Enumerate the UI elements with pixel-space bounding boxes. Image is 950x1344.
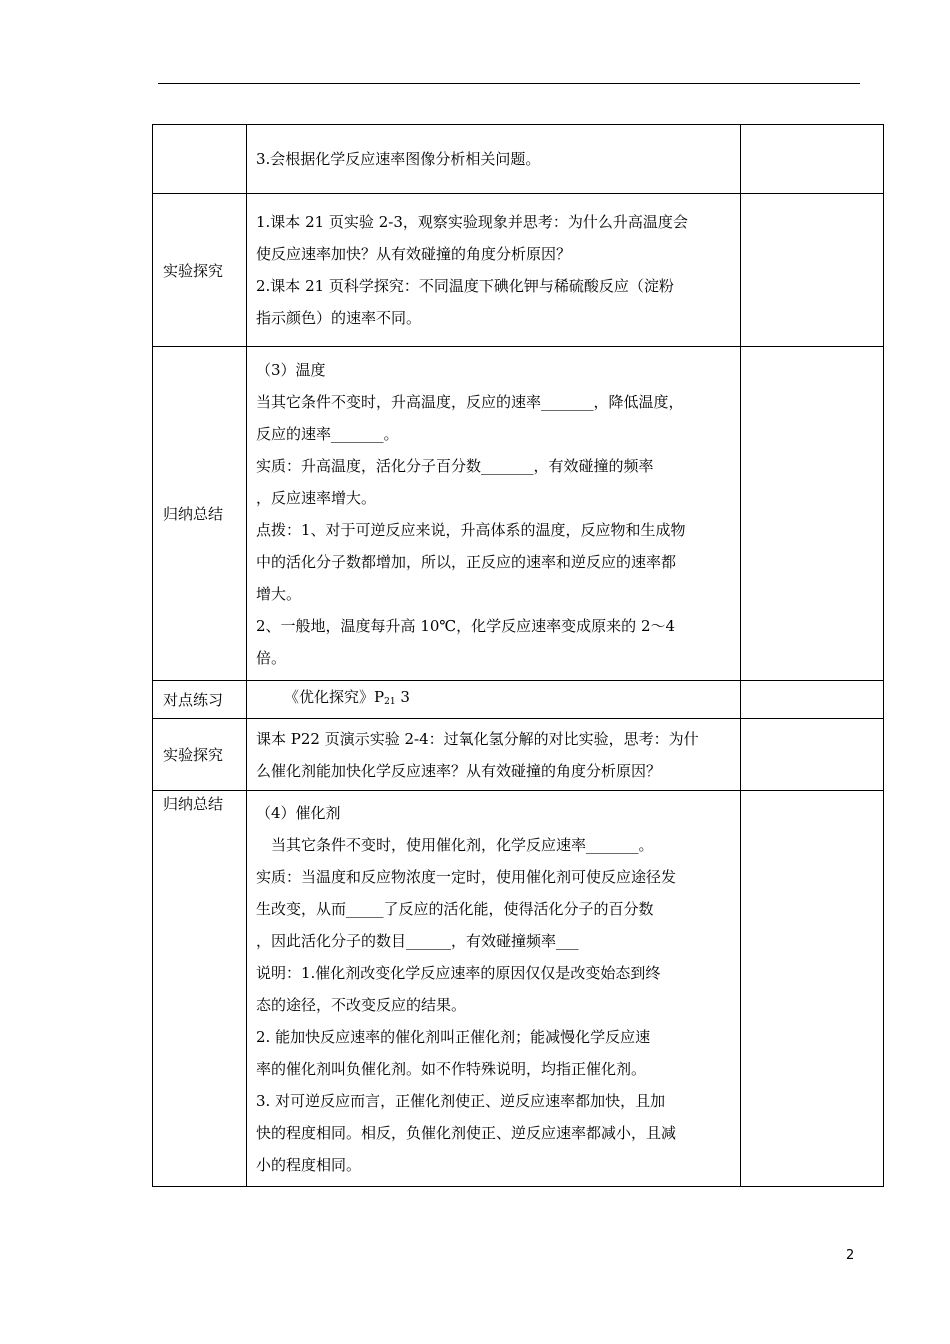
row-content: [247, 194, 741, 347]
content-line: 生改变，从而_____了反应的活化能，使得活化分子的百分数: [256, 899, 654, 918]
practice-number: 3: [400, 688, 410, 706]
row-content: [247, 347, 741, 681]
content-line: 实质：升高温度，活化分子百分数_______，有效碰撞的频率: [256, 456, 654, 475]
notes-cell: [741, 125, 884, 194]
content-line: 小的程度相同。: [256, 1155, 362, 1174]
content-line: 课本 P22 页演示实验 2-4：过氧化氢分解的对比实验，思考：为什: [256, 729, 699, 748]
content-line: 么催化剂能加快化学反应速率？从有效碰撞的角度分析原因？: [256, 761, 662, 780]
notes-cell: [741, 719, 884, 791]
content-line: 当其它条件不变时，使用催化剂，化学反应速率_______。: [256, 835, 654, 854]
content-line: 2.课本 21 页科学探究：不同温度下碘化钾与稀硫酸反应（淀粉: [256, 277, 674, 295]
page-number: 2: [846, 1248, 855, 1263]
row-label: 归纳总结: [153, 791, 247, 1187]
content-line: 点拨：1、对于可逆反应来说，升高体系的温度，反应物和生成物: [256, 520, 686, 539]
content-line: 指示颜色）的速率不同。: [256, 309, 422, 327]
content-line: 率的催化剂叫负催化剂。如不作特殊说明，均指正催化剂。: [256, 1059, 647, 1078]
content-line: 态的途径，不改变反应的结果。: [256, 995, 467, 1014]
table-row: [153, 347, 884, 681]
table-row: [153, 681, 884, 719]
notes-cell: [741, 791, 884, 1187]
content-line: （4）催化剂: [256, 803, 341, 822]
row-content: [247, 791, 741, 1187]
row-content: [247, 125, 741, 194]
table-row: [153, 125, 884, 194]
table-row: [153, 194, 884, 347]
notes-cell: [741, 194, 884, 347]
content-line: 说明：1.催化剂改变化学反应速率的原因仅仅是改变始态到终: [256, 963, 661, 982]
row-content: [247, 681, 741, 719]
content-line: 1.课本 21 页实验 2-3，观察实验现象并思考：为什么升高温度会: [256, 213, 688, 231]
content-line: 3. 对可逆反应而言，正催化剂使正、逆反应速率都加快，且加: [256, 1091, 666, 1110]
content-line: 当其它条件不变时，升高温度，反应的速率_______，降低温度，: [256, 392, 684, 411]
notes-cell: [741, 681, 884, 719]
content-line: ，反应速率增大。: [256, 488, 377, 507]
row-label: 实验探究: [153, 194, 247, 347]
row-content: [247, 719, 741, 791]
content-line: 3.会根据化学反应速率图像分析相关问题。: [256, 150, 541, 168]
content-line: 2. 能加快反应速率的催化剂叫正催化剂；能减慢化学反应速: [256, 1027, 651, 1046]
row-label: 归纳总结: [153, 347, 247, 681]
row-label: 实验探究: [153, 719, 247, 791]
practice-book: 《优化探究》P: [284, 688, 385, 706]
lesson-plan-table: [152, 124, 884, 1187]
practice-reference: [256, 681, 732, 718]
table-row: [153, 791, 884, 1187]
content-line: 反应的速率_______。: [256, 424, 399, 443]
notes-cell: [741, 347, 884, 681]
content-line: 快的程度相同。相反，负催化剂使正、逆反应速率都减小，且减: [256, 1123, 677, 1142]
content-line: 实质：当温度和反应物浓度一定时，使用催化剂可使反应途径发: [256, 867, 677, 886]
practice-subscript: 21: [384, 697, 396, 707]
content-line: 使反应速率加快？从有效碰撞的角度分析原因？: [256, 245, 572, 263]
content-line: 中的活化分子数都增加，所以，正反应的速率和逆反应的速率都: [256, 552, 677, 571]
content-line: 增大。: [256, 584, 302, 603]
content-line: ，因此活化分子的数目______，有效碰撞频率___: [256, 931, 579, 950]
row-label: 对点练习: [153, 681, 247, 719]
content-line: （3）温度: [256, 360, 326, 379]
row-label: [153, 125, 247, 194]
content-line: 2、一般地，温度每升高 10℃，化学反应速率变成原来的 2～4: [256, 616, 676, 635]
table-row: [153, 719, 884, 791]
content-line: 倍。: [256, 648, 287, 667]
header-rule: [158, 83, 860, 84]
